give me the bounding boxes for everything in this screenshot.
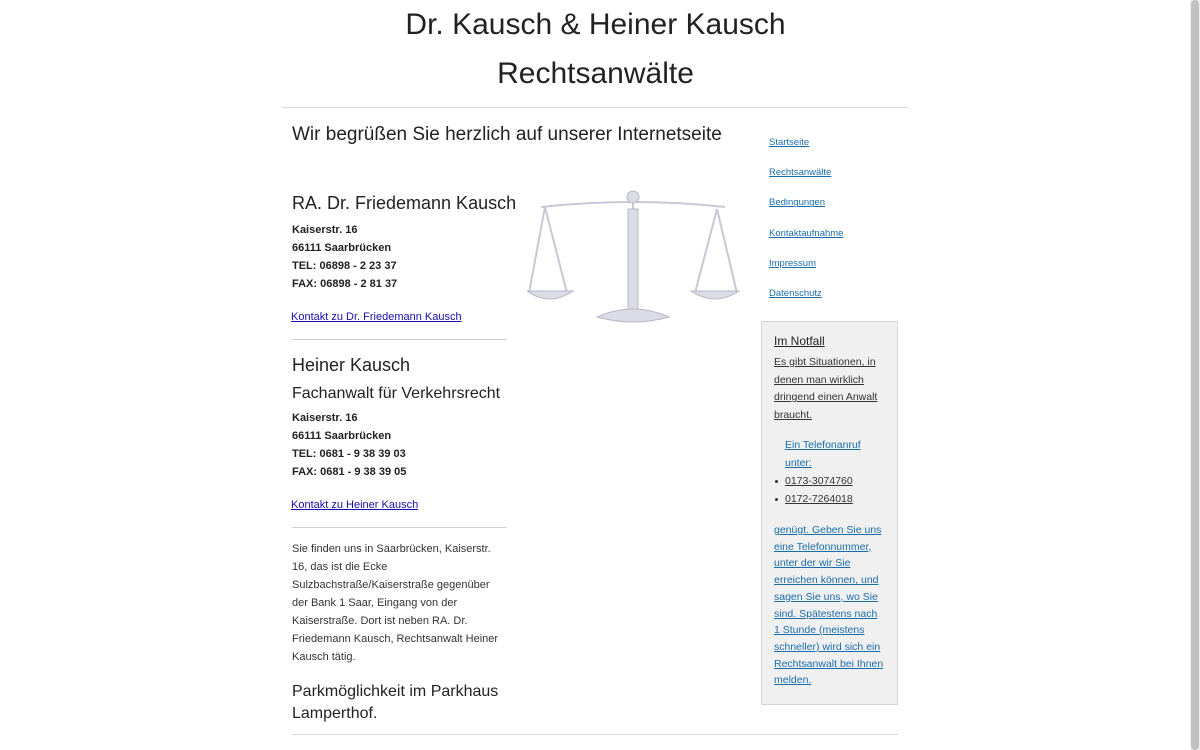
lawyer2-fax: FAX: 0681 - 9 38 39 05 bbox=[292, 466, 407, 478]
location-text: Sie finden uns in Saarbrücken, Kaiserstr. 16, das ist die Ecke Sulzbachstraße/Kaiserstraße gegenüber der Bank 1 Saar, Eingang von der Kaiserstraße. Dort ist neben RA. Dr. Friedemann Kausch, Rechtsanwalt Heiner Kausch tätig. bbox=[292, 543, 499, 663]
welcome-heading: Wir begrüßen Sie herzlich auf unserer Internetseite bbox=[292, 124, 722, 145]
main-nav bbox=[769, 134, 909, 315]
contact-lawyer1-link[interactable]: Kontakt zu Dr. Friedemann Kausch bbox=[291, 311, 462, 323]
footer-divider bbox=[292, 734, 898, 735]
lawyer2-subtitle: Fachanwalt für Verkehrsrecht bbox=[292, 385, 501, 402]
emergency-phone-1[interactable]: 0173-3074760 bbox=[785, 472, 885, 490]
nav-datenschutz[interactable]: Datenschutz bbox=[769, 287, 822, 299]
emergency-box bbox=[761, 321, 898, 705]
lawyer1-fax: FAX: 06898 - 2 81 37 bbox=[292, 278, 398, 290]
scrollbar-thumb[interactable] bbox=[1191, 0, 1199, 750]
nav-startseite[interactable]: Startseite bbox=[769, 137, 810, 148]
emergency-outro[interactable]: genügt. Geben Sie uns eine Telefonnummer, unter der wir Sie erreichen können, und sagen Sie uns, wo Sie sind. Spätestens nach 1 Stunde (meistens schneller) wird sich ein Rechtsanwalt bei Ihnen melden. bbox=[774, 524, 884, 687]
nav-bedingungen[interactable]: Bedingungen bbox=[769, 197, 825, 209]
lawyer2-city: 66111 Saarbrücken bbox=[292, 430, 392, 442]
lawyer1-city: 66111 Saarbrücken bbox=[292, 242, 392, 254]
lawyer2-street: Kaiserstr. 16 bbox=[292, 412, 358, 424]
emergency-phone-list bbox=[774, 472, 885, 508]
lawyer1-tel: TEL: 06898 - 2 23 37 bbox=[292, 260, 397, 272]
lawyer1-street: Kaiserstr. 16 bbox=[292, 224, 358, 236]
site-title-line2: Rechtsanwälte bbox=[497, 57, 694, 90]
emergency-intro[interactable]: Es gibt Situationen, in denen man wirklich dringend einen Anwalt braucht. bbox=[774, 356, 878, 421]
nav-rechtsanwaelte[interactable]: Rechtsanwälte bbox=[769, 167, 832, 179]
nav-kontaktaufnahme[interactable]: Kontaktaufnahme bbox=[769, 227, 844, 239]
emergency-phone-2[interactable]: 0172-7264018 bbox=[785, 490, 885, 508]
parking-text: Parkmöglichkeit im Parkhaus Lamperthof. bbox=[292, 683, 499, 722]
scales-of-justice-icon bbox=[527, 189, 740, 329]
site-title bbox=[282, 0, 909, 98]
emergency-phone-intro[interactable]: Ein Telefonanruf unter: bbox=[785, 439, 861, 469]
header-divider bbox=[282, 107, 909, 108]
lawyer2-tel: TEL: 0681 - 9 38 39 03 bbox=[292, 448, 406, 460]
site-title-line1: Dr. Kausch & Heiner Kausch bbox=[405, 8, 786, 41]
nav-impressum[interactable]: Impressum bbox=[769, 257, 816, 269]
main-content bbox=[291, 190, 517, 725]
emergency-title[interactable]: Im Notfall bbox=[774, 334, 825, 348]
scrollbar[interactable] bbox=[1190, 0, 1200, 750]
lawyer2-name: Heiner Kausch bbox=[292, 355, 411, 375]
contact-lawyer2-link[interactable]: Kontakt zu Heiner Kausch bbox=[291, 499, 419, 511]
lawyer1-name: RA. Dr. Friedemann Kausch bbox=[292, 193, 517, 213]
